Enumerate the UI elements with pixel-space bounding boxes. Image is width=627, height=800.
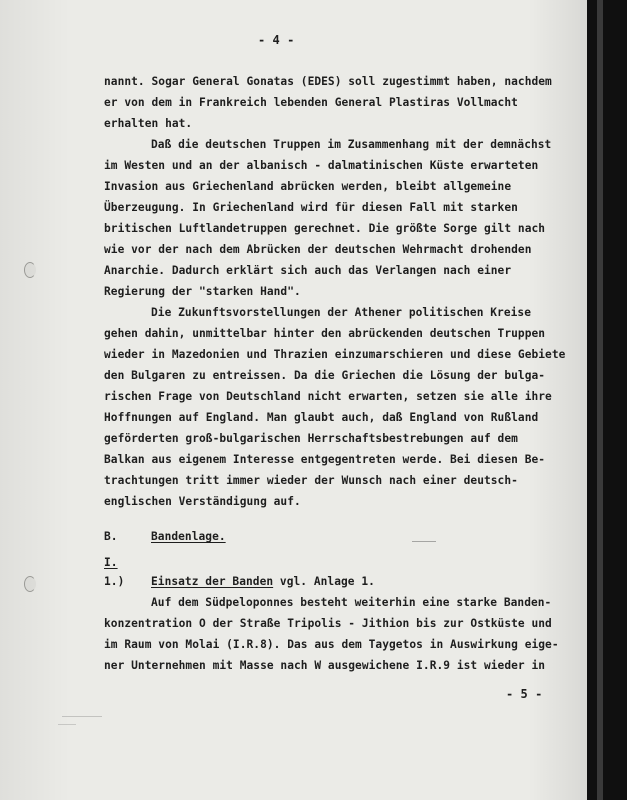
punch-hole-top — [24, 262, 36, 278]
text-line: ner Unternehmen mit Masse nach W ausgewichene I.R.9 ist wieder in — [104, 659, 546, 672]
scan-edge-strip — [597, 0, 603, 800]
text-line: erhalten hat. — [104, 117, 193, 130]
item-reference: vgl. Anlage 1. — [273, 575, 375, 588]
stray-mark — [58, 724, 76, 725]
text-line: Balkan aus eigenem Interesse entgegentreten werde. Bei diesen Be- — [104, 453, 546, 466]
text-line: nannt. Sogar General Gonatas (EDES) soll zugestimmt haben, nachdem — [104, 75, 552, 88]
subsection-roman: I. — [104, 556, 118, 569]
text-line: Daß die deutschen Truppen im Zusammenhang mit der demnächst — [151, 138, 552, 151]
text-line: konzentration O der Straße Tripolis - Jithion bis zur Ostküste und — [104, 617, 552, 630]
text-line: wie vor der nach dem Abrücken der deutschen Wehrmacht drohenden — [104, 243, 532, 256]
text-line: trachtungen tritt immer wieder der Wunsch nach einer deutsch- — [104, 474, 518, 487]
text-line: gehen dahin, unmittelbar hinter den abrückenden deutschen Truppen — [104, 327, 546, 340]
text-line: den Bulgaren zu entreissen. Da die Griechen die Lösung der bulga- — [104, 369, 546, 382]
text-line: Die Zukunftsvorstellungen der Athener politischen Kreise — [151, 306, 531, 319]
text-line: britischen Luftlandetruppen gerechnet. Die größte Sorge gilt nach — [104, 222, 546, 235]
text-line: Auf dem Südpeloponnes besteht weiterhin eine starke Banden- — [151, 596, 552, 609]
text-line: im Westen und an der albanisch - dalmatinischen Küste erwarteten — [104, 159, 539, 172]
stray-mark — [412, 541, 436, 542]
text-line: im Raum von Molai (I.R.8). Das aus dem Taygetos in Auswirkung eige- — [104, 638, 559, 651]
item-title: Einsatz der Banden — [151, 575, 274, 588]
text-line: Invasion aus Griechenland abrücken werden, bleibt allgemeine — [104, 180, 512, 193]
section-letter: B. — [104, 530, 118, 543]
text-line: Hoffnungen auf England. Man glaubt auch, daß England von Rußland — [104, 411, 539, 424]
text-line: Anarchie. Dadurch erklärt sich auch das Verlangen nach einer — [104, 264, 512, 277]
text-line: geförderten groß-bulgarischen Herrschaftsbestrebungen auf dem — [104, 432, 518, 445]
section-title: Bandenlage. — [151, 530, 226, 543]
text-line: er von dem in Frankreich lebenden General Plastiras Vollmacht — [104, 96, 518, 109]
scan-edge — [587, 0, 627, 800]
page-number-header: - 4 - — [258, 33, 295, 47]
item-heading — [151, 575, 375, 588]
item-number: 1.) — [104, 575, 125, 588]
text-line: Überzeugung. In Griechenland wird für diesen Fall mit starken — [104, 201, 518, 214]
text-line: Regierung der "starken Hand". — [104, 285, 301, 298]
stray-mark — [62, 716, 102, 717]
text-line: englischen Verständigung auf. — [104, 495, 301, 508]
text-line: rischen Frage von Deutschland nicht erwarten, setzen sie alle ihre — [104, 390, 552, 403]
next-page-number: - 5 - — [506, 687, 543, 701]
text-line: wieder in Mazedonien und Thrazien einzumarschieren und diese Gebiete — [104, 348, 566, 361]
punch-hole-bottom — [24, 576, 36, 592]
